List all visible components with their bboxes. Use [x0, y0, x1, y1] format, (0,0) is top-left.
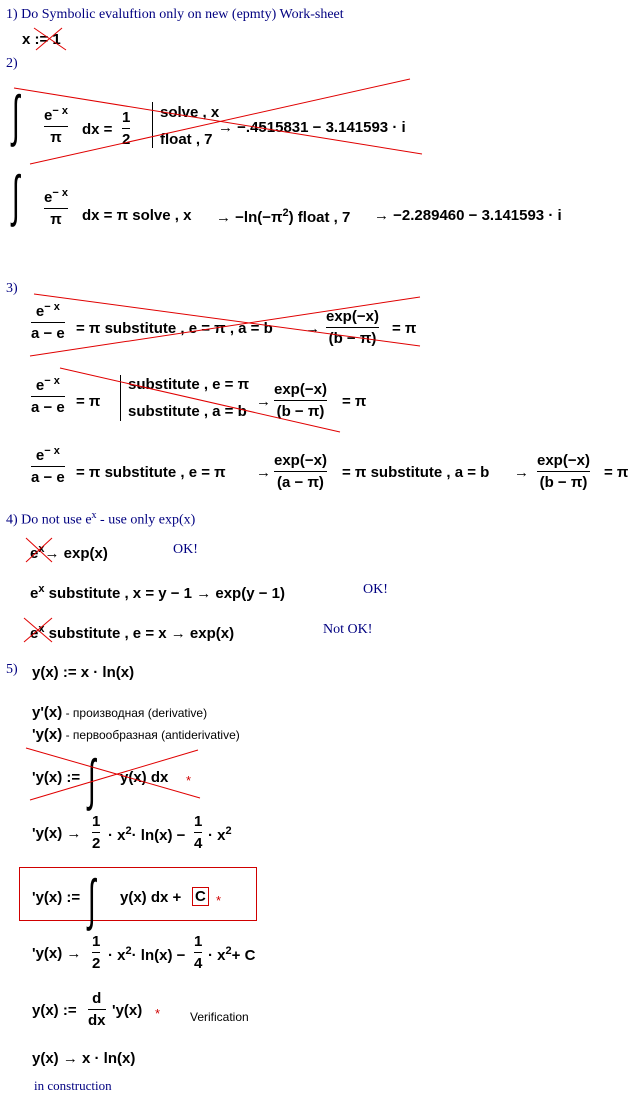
section-4-title: 4) Do not use $e^x$ - use only exp(x): [6, 510, 196, 528]
fraction-3c-result-2: exp(−x) (b − π): [537, 452, 590, 491]
result-a: → −.4515831 − 3.141593 · i: [218, 119, 406, 136]
integral-sign-a: ∫: [12, 84, 20, 147]
section-3-title: 3): [6, 281, 18, 296]
fraction-3a: $e^{- x}$ a − e: [31, 301, 65, 342]
result-antideriv-lhs: 'y(x) →: [32, 825, 82, 842]
ok-label-2: OK!: [363, 582, 388, 597]
eq-pi-3c-end: = π: [604, 464, 629, 481]
wrong-antideriv-rhs: y(x) dx: [120, 769, 169, 786]
keyword-bar-3b: [120, 375, 121, 421]
verification-label: Verification: [190, 1010, 249, 1024]
result-b-2: → −2.289460 − 3.141593 · i: [374, 207, 562, 224]
arrow-3b: →: [256, 393, 271, 410]
constant-c[interactable]: C: [192, 887, 209, 906]
expr-4a[interactable]: $e^x\to \exp(x)$: [30, 543, 108, 562]
dx-eq-a: dx =: [82, 121, 113, 138]
section-1-title: 1) Do Symbolic evaluftion only on new (epmty) Work-sheet: [6, 7, 344, 22]
fraction-a: $e^{- x}$ π: [44, 105, 68, 146]
float-keyword-a[interactable]: float , 7: [160, 131, 213, 148]
result2-lhs: 'y(x) →: [32, 945, 82, 962]
dx-eq-b[interactable]: dx = π solve , x: [82, 207, 192, 224]
expr-4b[interactable]: $e^x$ substitute , x = y − 1 → exp(y − 1): [30, 583, 285, 602]
solve-keyword-a[interactable]: solve , x: [160, 104, 220, 121]
integral-sign-d: ∫: [88, 868, 96, 931]
footer-note: in construction: [34, 1078, 112, 1093]
star-marker-1: *: [186, 773, 192, 788]
section-5-title: 5): [6, 662, 18, 677]
result2-end: · $x^2+ C$: [208, 945, 256, 964]
star-marker-3: *: [155, 1006, 161, 1021]
star-marker-2: *: [216, 893, 222, 908]
arrow-3c-1: →: [256, 464, 271, 481]
fraction-3a-result: exp(−x) (b − π): [326, 308, 379, 347]
integral-sign-b: ∫: [12, 164, 20, 227]
eq-pi-3b: = π: [76, 393, 101, 410]
box-antideriv-lhs[interactable]: 'y(x) :=: [32, 889, 81, 906]
not-ok-label: Not OK!: [323, 622, 373, 637]
derivative-op: d dx: [88, 990, 106, 1029]
frac-half-2: 1 2: [92, 933, 101, 972]
def-y[interactable]: y(x) := x · ln(x): [32, 664, 135, 681]
arrow-3c-2: →: [514, 464, 529, 481]
result-b-1: → $-\ln(-\pi^2)$ float , 7: [216, 207, 351, 226]
fraction-3c: $e^{- x}$ a − e: [31, 445, 65, 486]
result-antideriv-end: · $x^2$: [208, 825, 232, 844]
expr-4c[interactable]: $e^x$ substitute , e = x → exp(x): [30, 623, 235, 642]
wrong-antideriv-lhs[interactable]: 'y(x) :=: [32, 769, 81, 786]
fraction-3b-result: exp(−x) (b − π): [274, 381, 327, 420]
verification-lhs[interactable]: y(x) :=: [32, 1002, 77, 1019]
arrow-3a: →: [305, 320, 320, 337]
frac-quarter-2: 1 4: [194, 933, 203, 972]
substitute-3a[interactable]: = π substitute , e = π , a = b: [76, 320, 273, 337]
substitute-3b-1[interactable]: substitute , e = π: [128, 376, 250, 393]
substitute-3c-2[interactable]: = π substitute , a = b: [342, 464, 490, 481]
fraction-3c-result-1: exp(−x) (a − π): [274, 452, 327, 491]
result-antideriv-mid: · $x^2\cdot \ln(x)$ −: [108, 825, 186, 844]
fraction-b: $e^{- x}$ π: [44, 187, 68, 228]
box-antideriv-rhs: y(x) dx +: [120, 889, 182, 906]
eq-pi-3b-end: = π: [342, 393, 367, 410]
frac-half-1: 1 2: [92, 813, 101, 852]
eq-pi-3a: = π: [392, 320, 417, 337]
antiderivative-note: 'y(x) - первообразная (antiderivative): [32, 726, 240, 743]
substitute-3b-2[interactable]: substitute , a = b: [128, 403, 247, 420]
frac-quarter-1: 1 4: [194, 813, 203, 852]
derivative-note: y'(x) - производная (derivative): [32, 704, 208, 721]
substitute-3c-1[interactable]: = π substitute , e = π: [76, 464, 226, 481]
keyword-bar-a: [152, 102, 153, 148]
half-fraction: 1 2: [122, 109, 131, 148]
assign-x[interactable]: x := 1: [22, 31, 61, 48]
result2-mid: · $x^2\cdot \ln(x)$ −: [108, 945, 186, 964]
integral-sign-c: ∫: [88, 748, 96, 811]
verification-rhs: 'y(x): [112, 1002, 143, 1019]
ok-label-1: OK!: [173, 542, 198, 557]
final-result: y(x) → x · ln(x): [32, 1050, 136, 1067]
section-2-title: 2): [6, 56, 18, 71]
fraction-3b: $e^{- x}$ a − e: [31, 375, 65, 416]
